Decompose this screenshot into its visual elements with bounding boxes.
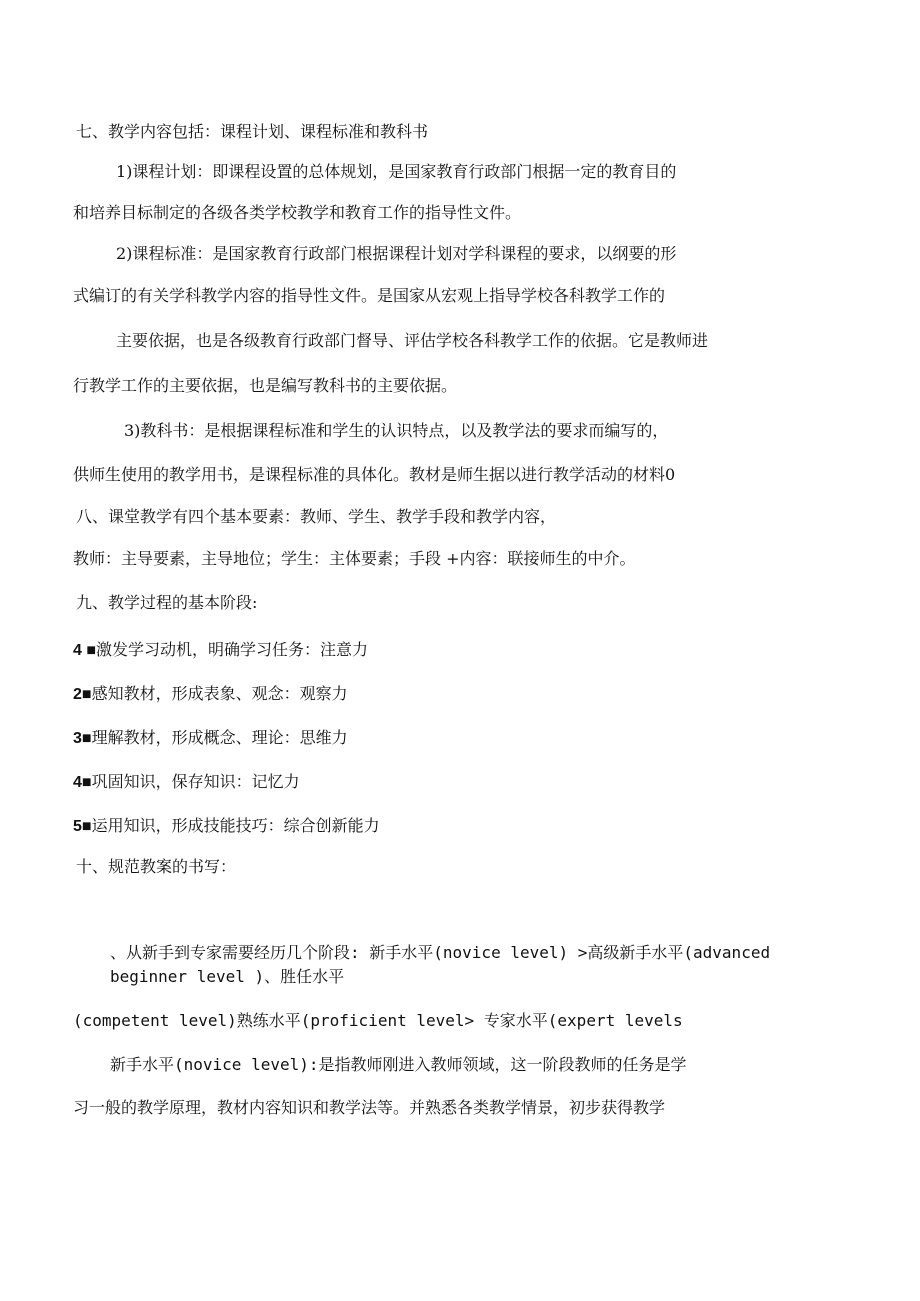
item-3-line-1: 3)教科书：是根据课程标准和学生的认识特点，以及教学法的要求而编写的， [124,421,669,440]
expert-stages-line-1: 、从新手到专家需要经历几个阶段: 新手水平(novice level) >高级新手水平(advanced [110,943,771,962]
section-7-heading: 七、教学内容包括：课程计划、课程标准和教科书 [76,122,429,141]
stage-item [73,728,348,749]
expert-stages-line-3: (competent level)熟练水平(proficient level> 专家水平(expert levels [73,1011,683,1030]
stage-item [73,684,348,705]
section-8-heading: 八、课堂教学有四个基本要素：教师、学生、教学手段和教学内容， [76,507,557,526]
stage-number: 3■ [73,730,92,747]
stage-text: 巩固知识，保存知识：记忆力 [91,772,300,791]
stage-text: 激发学习动机，明确学习任务：注意力 [96,640,369,659]
item-1-line-1: 1)课程计划：即课程设置的总体规划，是国家教育行政部门根据一定的教育目的 [116,162,677,181]
novice-definition-line-2: 习一般的教学原理，教材内容知识和教学法等。并熟悉各类教学情景，初步获得教学 [73,1098,666,1117]
item-2-line-2: 式编订的有关学科教学内容的指导性文件。是国家从宏观上指导学校各科教学工作的 [73,286,666,305]
stage-item [73,772,300,793]
stage-number: 4 ■ [73,642,97,659]
stage-text: 理解教材，形成概念、理论：思维力 [91,728,348,747]
stage-number: 2■ [73,686,92,703]
stage-number: 4■ [73,774,92,791]
stage-item [73,640,368,661]
stage-text: 感知教材，形成表象、观念：观察力 [91,684,348,703]
item-2-line-4: 行教学工作的主要依据，也是编写教科书的主要依据。 [73,376,458,395]
expert-stages-line-2: beginner level )、胜任水平 [110,967,345,986]
section-8-detail: 教师：主导要素，主导地位；学生：主体要素；手段 +内容：联接师生的中介。 [73,549,636,568]
stage-number: 5■ [73,818,92,835]
item-2-line-1: 2)课程标准：是国家教育行政部门根据课程计划对学科课程的要求，以纲要的形 [116,244,677,263]
item-2-line-3: 主要依据，也是各级教育行政部门督导、评估学校各科教学工作的依据。它是教师进 [116,331,709,350]
stage-text: 运用知识，形成技能技巧：综合创新能力 [91,816,380,835]
stage-item [73,816,380,837]
section-10-heading: 十、规范教案的书写： [76,857,237,876]
novice-definition-line-1: 新手水平(novice level):是指教师刚进入教师领域，这一阶段教师的任务是学 [110,1055,687,1074]
section-9-heading: 九、教学过程的基本阶段: [76,593,258,612]
item-3-line-2: 供师生使用的教学用书，是课程标准的具体化。教材是师生据以进行教学活动的材料0 [73,465,676,484]
item-1-line-2: 和培养目标制定的各级各类学校教学和教育工作的指导性文件。 [73,203,522,222]
